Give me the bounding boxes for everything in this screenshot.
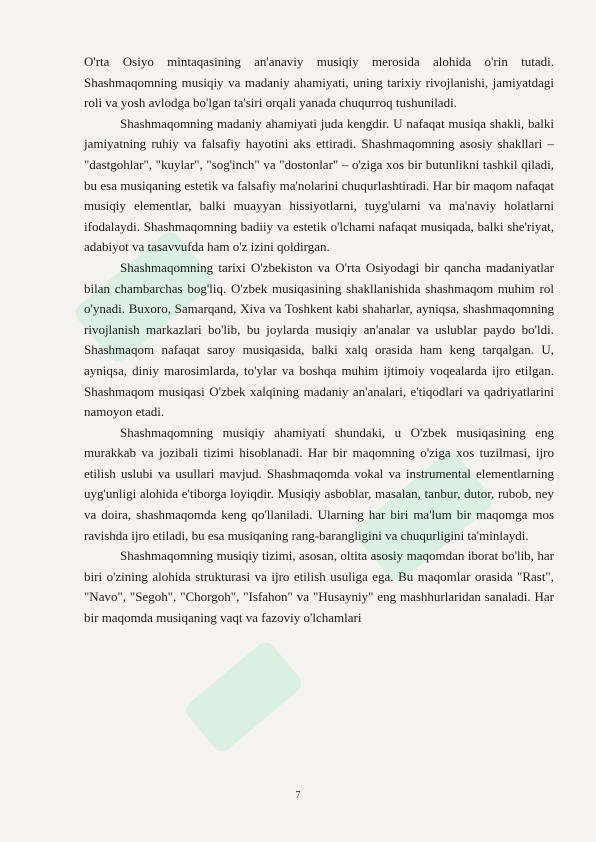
paragraph-1: O'rta Osiyo mintaqasining an'anaviy musiqiy merosida alohida o'rin tutadi. Shashmaqomning musiqiy va madaniy ahamiyati, uning tarixiy rivojlanishi, jamiyatdagi roli va yosh avlodga bo'lgan ta'siri orqali yanada chuqurroq tushuniladi.	[84, 54, 554, 111]
watermark-mark-bottom	[182, 638, 305, 755]
paragraph-5: Shashmaqomning musiqiy tizimi, asosan, oltita asosiy maqomdan iborat bo'lib, har biri o'zining alohida strukturasi va ijro etilish usuliga ega. Bu maqomlar orasida "Rast", "Navo", "Segoh", "Chorgoh", "Isfahon" va "Husayniy" eng mashhurlaridan sanaladi. Har bir maqomda musiqaning vaqt va fazoviy o'lchamlari	[84, 548, 554, 626]
paragraph-2: Shashmaqomning madaniy ahamiyati juda kengdir. U nafaqat musiqa shakli, balki jamiyatning ruhiy va falsafiy hayotini aks ettiradi. Shashmaqomning asosiy shakllari – "dastgohlar", "kuylar", "sog'inch" va "dostonlar" – o'ziga xos bir butunlikni tashkil qiladi, bu esa musiqaning estetik va falsafiy ma'nolarini chuqurlashtiradi. Har bir maqom nafaqat musiqiy elementlar, balki muayyan hissiyotlarni, tuyg'ularni va ma'naviy holatlarni ifodalaydi. Shashmaqomning badiiy va estetik o'lchami nafaqat musiqada, balki she'riyat, adabiyot va tasavvufda ham o'z izini qoldirgan.	[84, 115, 554, 255]
paragraph-4: Shashmaqomning musiqiy ahamiyati shundaki, u O'zbek musiqasining eng murakkab va jozibali tizimi hisoblanadi. Har bir maqomning o'ziga xos tuzilmasi, ijro etilish uslubi va usullari mavjud. Shashmaqomda vokal va instrumental elementlarning uyg'unligi alohida e'tiborga loyiqdir. Musiqiy asboblar, masalan, tanbur, dutor, rubob, ney va doira, shashmaqomda keng qo'llaniladi. Ularning har biri ma'lum bir maqomga mos ravishda ijro etiladi, bu esa musiqaning rang-barangligini va chuqurligini ta'minlaydi.	[84, 424, 554, 543]
page-number: 7	[295, 790, 301, 801]
body-text	[84, 52, 554, 629]
paragraph-3: Shashmaqomning tarixi O'zbekiston va O'rta Osiyodagi bir qancha madaniyatlar bilan chambarchas bog'liq. O'zbek musiqasining shakllanishida shashmaqom muhim rol o'ynadi. Buxoro, Samarqand, Xiva va Toshkent kabi shaharlar, ayniqsa, shashmaqomning rivojlanish markazlari bo'lib, bu joylarda musiqiy an'analar va uslublar paydo bo'ldi. Shashmaqom nafaqat saroy musiqasida, balki xalq orasida ham keng tarqalgan. U, ayniqsa, diniy marosimlarda, to'ylar va boshqa muhim ijtimoiy voqealarda ijro etilgan. Shashmaqom musiqasi O'zbek xalqining madaniy an'analari, e'tiqodlari va qadriyatlarini namoyon etadi.	[84, 259, 554, 420]
